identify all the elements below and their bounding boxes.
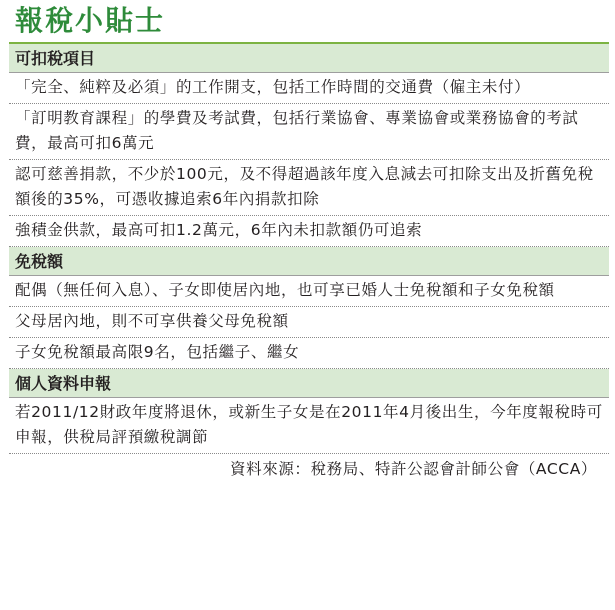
- list-item: 「完全、純粹及必須」的工作開支，包括工作時間的交通費（僱主未付）: [9, 73, 609, 104]
- section-heading: 可扣稅項目: [9, 44, 609, 73]
- section-deductible-items: [9, 44, 609, 247]
- section-heading: 免稅額: [9, 247, 609, 276]
- list-item: 配偶（無任何入息）、子女即使居內地，也可享已婚人士免稅額和子女免稅額: [9, 276, 609, 307]
- list-item: 子女免稅額最高限9名，包括繼子、繼女: [9, 338, 609, 369]
- list-item: 若2011/12財政年度將退休，或新生子女是在2011年4月後出生，今年度報稅時可申報，供稅局評預繳稅調節: [9, 398, 609, 454]
- list-item: 「訂明教育課程」的學費及考試費，包括行業協會、專業協會或業務協會的考試費，最高可扣6萬元: [9, 104, 609, 160]
- section-heading: 個人資料申報: [9, 369, 609, 398]
- section-personal-declaration: [9, 369, 609, 454]
- list-item: 認可慈善捐款，不少於100元，及不得超過該年度入息減去可扣除支出及折舊免稅額後的35%，可憑收據追索6年內捐款扣除: [9, 160, 609, 216]
- list-item: 強積金供款，最高可扣1.2萬元，6年內未扣款額仍可追索: [9, 216, 609, 247]
- section-allowances: [9, 247, 609, 369]
- source-note: 資料來源：稅務局、特許公認會計師公會（ACCA）: [230, 460, 597, 478]
- title-bar: [9, 0, 609, 44]
- list-item: 父母居內地，則不可享供養父母免稅額: [9, 307, 609, 338]
- page-title: 報稅小貼士: [15, 4, 166, 37]
